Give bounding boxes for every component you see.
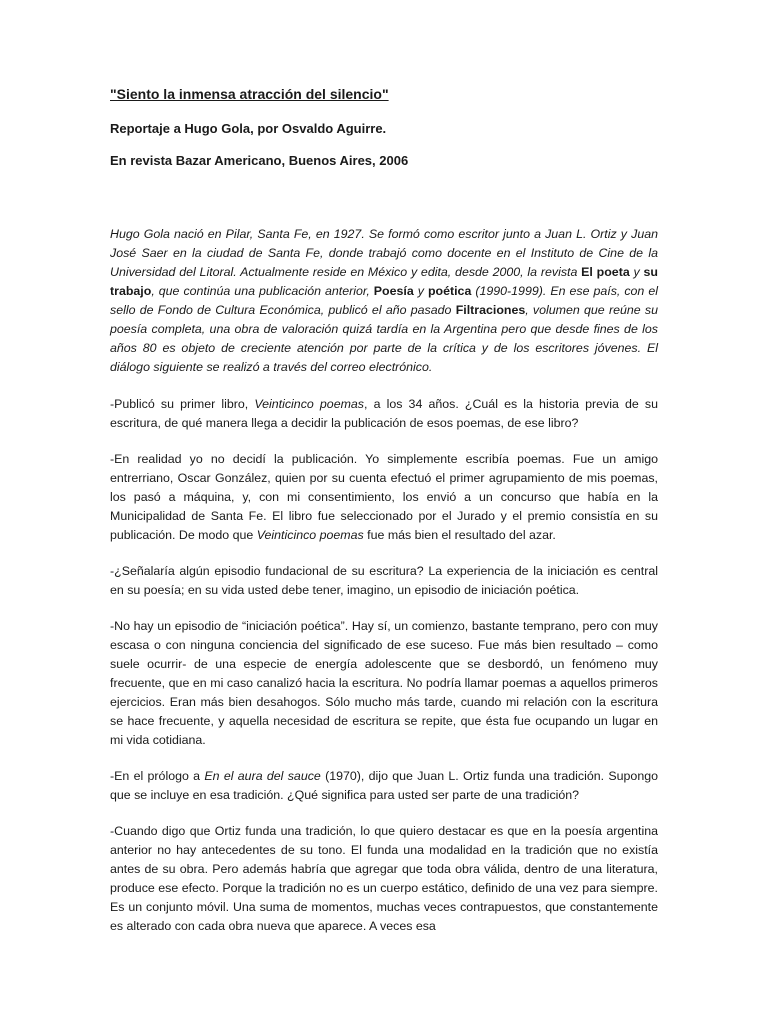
magazine-title-part: su trabajo	[110, 265, 658, 298]
question-3	[110, 767, 658, 805]
answer-text: -En realidad yo no decidí la publicación. Yo simplemente escribía poemas. Fue un amigo entrerriano, Oscar González, quien por su cuenta efectuó el primer agrupamiento de mis poemas, los pasó a máquina, y, con mi consentimiento, los envió a un concurso que había en la Municipalidad de Santa Fe. El libro fue seleccionado por el Jurado y el premio consistía en su publicación. De modo que	[110, 452, 658, 542]
intro-text: y	[629, 265, 644, 279]
answer-3: -Cuando digo que Ortiz funda una tradición, lo que quiero destacar es que en la poesía argentina anterior no hay antecedentes de su tono. El funda una modalidad en la tradición que no existía antes de su obra. Pero además habría que agregar que toda obra válida, dentro de una literatura, produce ese efecto. Porque la tradición no es un cuerpo estático, definido de una vez para siempre. Es un conjunto móvil. Una suma de momentos, muchas veces contrapuestos, que constantemente es alterado con cada obra nueva que aparece. A veces esa	[110, 824, 658, 933]
question-text: -En el prólogo a	[110, 769, 205, 783]
question-text: -Publicó su primer libro,	[110, 397, 255, 411]
answer-2: -No hay un episodio de “iniciación poética”. Hay sí, un comienzo, bastante temprano, pero con muy escasa o con ninguna conciencia del significado de ese suceso. Fue más bien resultado – como suele ocurrir- de una especie de energía adolescente que se desbordó, un fenómeno muy frecuente, que en mi caso canalizó hacia la escritura. No podría llamar poemas a aquellos primeros ejercicios. Eran más bien desahogos. Sólo mucho más tarde, cuando mi relación con la escritura se hace frecuente, y aquella necesidad de escritura se repite, que ésta fue ocupando un lugar en mi vida cotidiana.	[110, 619, 658, 747]
intro-text: , que continúa una publicación anterior,	[151, 284, 374, 298]
book-title: Veinticinco poemas	[256, 528, 364, 542]
answer-1	[110, 450, 658, 545]
book-title: En el aura del sauce	[204, 769, 321, 783]
question-2: -¿Señalaría algún episodio fundacional de su escritura? La experiencia de la iniciación es central en su poesía; en su vida usted debe tener, imagino, un episodio de iniciación poética.	[110, 564, 658, 597]
intro-text: Hugo Gola nació en Pilar, Santa Fe, en 1927. Se formó como escritor junto a Juan L. Ortiz y Juan José Saer en la ciudad de Santa Fe, donde trabajó como docente en el Instituto de Cine de la Universidad del Litoral. Actualmente reside en México y edita, desde 2000, la revista	[110, 227, 658, 279]
book-title: Veinticinco poemas	[254, 397, 364, 411]
intro-text: y	[413, 284, 428, 298]
book-title: Filtraciones	[455, 303, 526, 317]
intro-text: (1990-1999). En ese país, con el sello de Fondo de Cultura Económica, publicó el año pasado	[110, 284, 658, 317]
answer-text: fue más bien el resultado del azar.	[363, 528, 556, 542]
magazine-title-part: El poeta	[581, 265, 630, 279]
magazine-title-part: Poesía	[373, 284, 414, 298]
document-page	[110, 84, 658, 953]
magazine-title-part: poética	[427, 284, 472, 298]
article-source: En revista Bazar Americano, Buenos Aires, 2006	[110, 153, 409, 168]
intro-paragraph	[110, 225, 658, 377]
article-byline: Reportaje a Hugo Gola, por Osvaldo Aguirre.	[110, 121, 387, 136]
question-text: , a los 34 años. ¿Cuál es la historia previa de su escritura, de qué manera llega a decidir la publicación de esos poemas, de ese libro?	[110, 397, 658, 430]
question-text: (1970), dijo que Juan L. Ortiz funda una tradición. Supongo que se incluye en esa tradición. ¿Qué significa para usted ser parte de una tradición?	[110, 769, 658, 802]
article-title: "Siento la inmensa atracción del silencio"	[110, 86, 389, 102]
intro-text: , volumen que reúne su poesía completa, una obra de valoración quizá tardía en la Argentina pero que desde fines de los años 80 es objeto de creciente atención por parte de la crítica y de los escritores jóvenes. El diálogo siguiente se realizó a través del correo electrónico.	[110, 303, 658, 374]
question-1	[110, 395, 658, 433]
